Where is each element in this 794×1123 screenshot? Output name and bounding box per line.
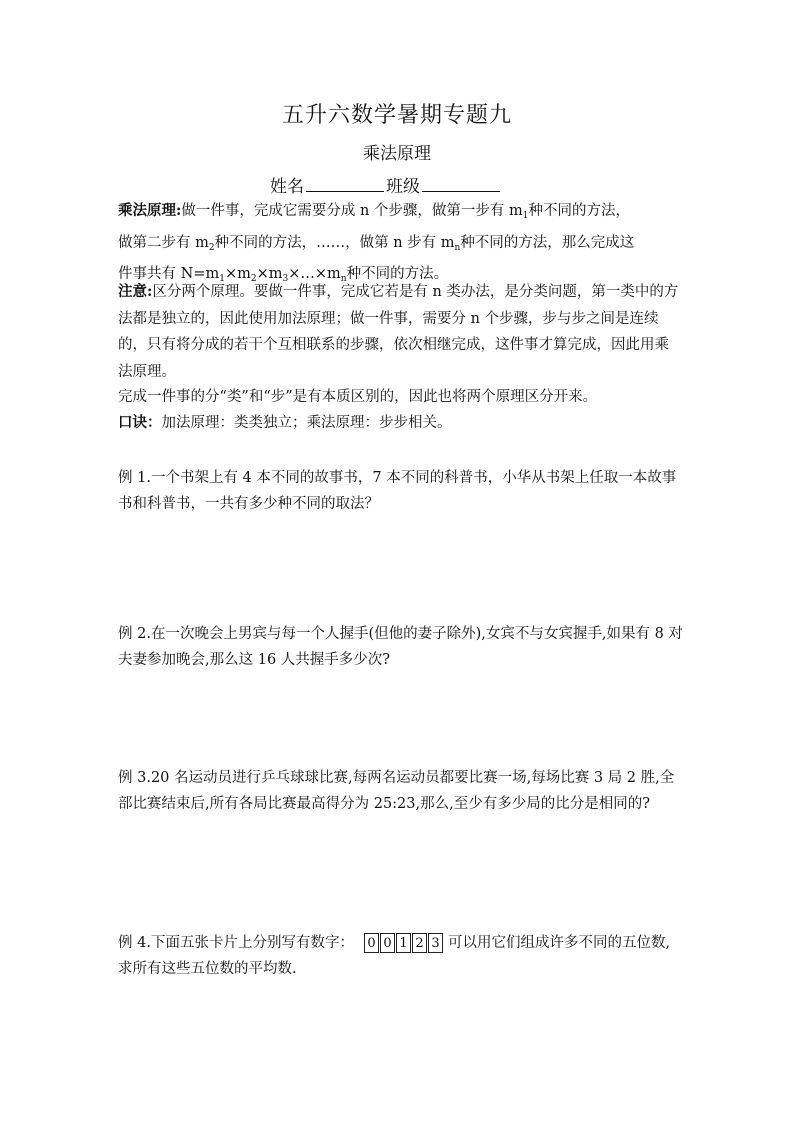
example-4-text-a: 例 4.下面五张卡片上分别写有数字： — [118, 935, 354, 951]
note-paragraph-2 — [118, 384, 680, 411]
subscript: n — [454, 242, 461, 253]
principle-label: 乘法原理: — [118, 202, 182, 219]
formula-part: ×…×m — [288, 266, 341, 282]
subscript: 1 — [522, 211, 529, 221]
formula-part: ×m — [224, 266, 251, 282]
digit-card: 0 — [364, 933, 379, 953]
rhyme-text: 加法原理：类类独立；乘法原理：步步相关。 — [161, 415, 452, 431]
digit-card: 2 — [412, 933, 427, 953]
principle-text-3: 做第二步有 m — [118, 234, 209, 251]
note-paragraph — [118, 279, 680, 385]
example-4 — [118, 930, 683, 982]
example-2: 例 2.在一次晚会上男宾与每一个人握手(但他的妻子除外),女宾不与女宾握手,如果有 8 对夫妻参加晚会,那么这 16 人共握手多少次? — [118, 626, 683, 668]
subscript: 1 — [219, 274, 225, 284]
principle-text-6: 件事共有 N=m — [118, 266, 220, 282]
digit-card: 3 — [428, 933, 443, 953]
name-blank — [306, 177, 384, 192]
example-3: 例 3.20 名运动员进行乒乓球球比赛,每两名运动员都要比赛一场,每场比赛 3 局 2 胜,全部比赛结束后,所有各局比赛最高得分为 25:23,那么,至少有多少局的比分是相同的? — [118, 770, 675, 812]
note-text: 区分两个原理。要做一件事，完成它若是有 n 类办法，是分类问题，第一类中的方法都是独立的，因此使用加法原理；做一件事，需要分 n 个步骤，步与步之间是连续的，只有将分成的若干个互相联系的步骤，依次相继完成，这件事才算完成，因此用乘法原理。 — [118, 284, 679, 380]
rhyme-paragraph — [118, 410, 680, 437]
subscript: n — [340, 274, 347, 284]
subscript: 2 — [250, 274, 257, 284]
formula-part: ×m — [256, 266, 283, 282]
principle-text-2: 种不同的方法， — [528, 203, 631, 219]
principle-text-4: 种不同的方法，……，做第 n 步有 m — [214, 234, 455, 251]
example-4-text-b: 可以用它们组成许多不同的五位数,求所有这些五位数的平均数. — [118, 935, 671, 977]
principle-text-7: 种不同的方法。 — [346, 266, 449, 282]
principle-text-1: 做一件事，完成它需要分成 n 个步骤，做第一步有 m — [181, 203, 523, 219]
subscript: 3 — [282, 274, 289, 284]
class-blank — [422, 177, 500, 192]
digit-card: 1 — [396, 933, 411, 953]
page-subtitle: 乘法原理 — [363, 144, 431, 164]
name-class-line — [270, 172, 502, 197]
name-label: 姓名 — [270, 177, 304, 197]
digit-cards — [364, 930, 444, 956]
note-label: 注意: — [118, 283, 153, 300]
example-1: 例 1.一个书架上有 4 本不同的故事书，7 本不同的科普书，小华从书架上任取一本故事书和科普书，一共有多少种不同的取法？ — [118, 470, 677, 512]
note-text-2: 完成一件事的分“类”和“步”是有本质区别的，因此也将两个原理区分开来。 — [118, 389, 598, 405]
page-title: 五升六数学暑期专题九 — [281, 103, 512, 128]
subscript: 2 — [208, 242, 215, 253]
digit-card: 0 — [380, 933, 395, 953]
rhyme-label: 口诀： — [118, 414, 162, 431]
principle-text-5: 种不同的方法，那么完成这 — [460, 234, 635, 251]
class-label: 班级 — [386, 177, 420, 197]
